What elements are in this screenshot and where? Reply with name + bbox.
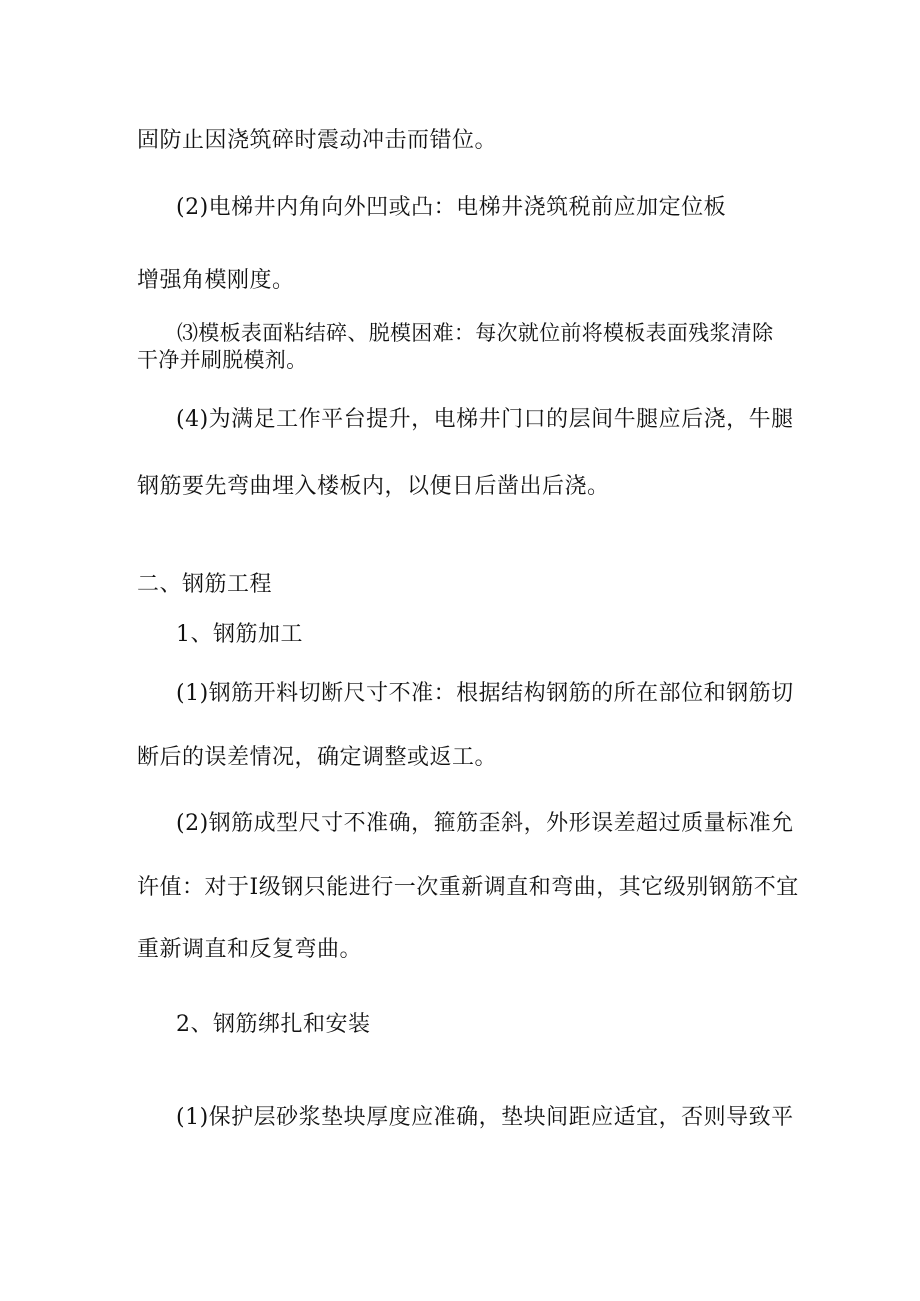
paragraph-line-1: 固防止因浇筑碎时震动冲击而错位。	[137, 128, 498, 153]
paragraph-line-11: 许值：对于I级钢只能进行一次重新调直和弯曲，其它级别钢筋不宜	[137, 875, 799, 900]
section-heading: 二、钢筋工程	[137, 572, 273, 597]
paragraph-line-13: (1)保护层砂浆垫块厚度应准确，垫块间距应适宜，否则导致平	[176, 1105, 794, 1130]
paragraph-line-10: (2)钢筋成型尺寸不准确，箍筋歪斜，外形误差超过质量标准允	[176, 811, 794, 836]
subsection-heading-2: 2、钢筋绑扎和安装	[176, 1012, 371, 1037]
paragraph-line-9: 断后的误差情况，确定调整或返工。	[137, 745, 498, 770]
paragraph-line-3: 增强角模刚度。	[137, 268, 295, 293]
paragraph-line-6: (4)为满足工作平台提升，电梯井门口的层间牛腿应后浇，牛腿	[176, 407, 794, 432]
paragraph-line-8: (1)钢筋开料切断尺寸不准：根据结构钢筋的所在部位和钢筋切	[176, 681, 794, 706]
paragraph-line-2: (2)电梯井内角向外凹或凸：电梯井浇筑税前应加定位板	[176, 195, 727, 220]
subsection-heading-1: 1、钢筋加工	[176, 622, 303, 647]
paragraph-line-4: ⑶模板表面粘结碎、脱模困难：每次就位前将模板表面残浆清除	[177, 321, 774, 345]
paragraph-line-12: 重新调直和反复弯曲。	[137, 937, 363, 962]
paragraph-line-5: 干净并刷脱模剂。	[137, 348, 308, 372]
paragraph-line-7: 钢筋要先弯曲埋入楼板内，以便日后凿出后浇。	[137, 474, 610, 499]
